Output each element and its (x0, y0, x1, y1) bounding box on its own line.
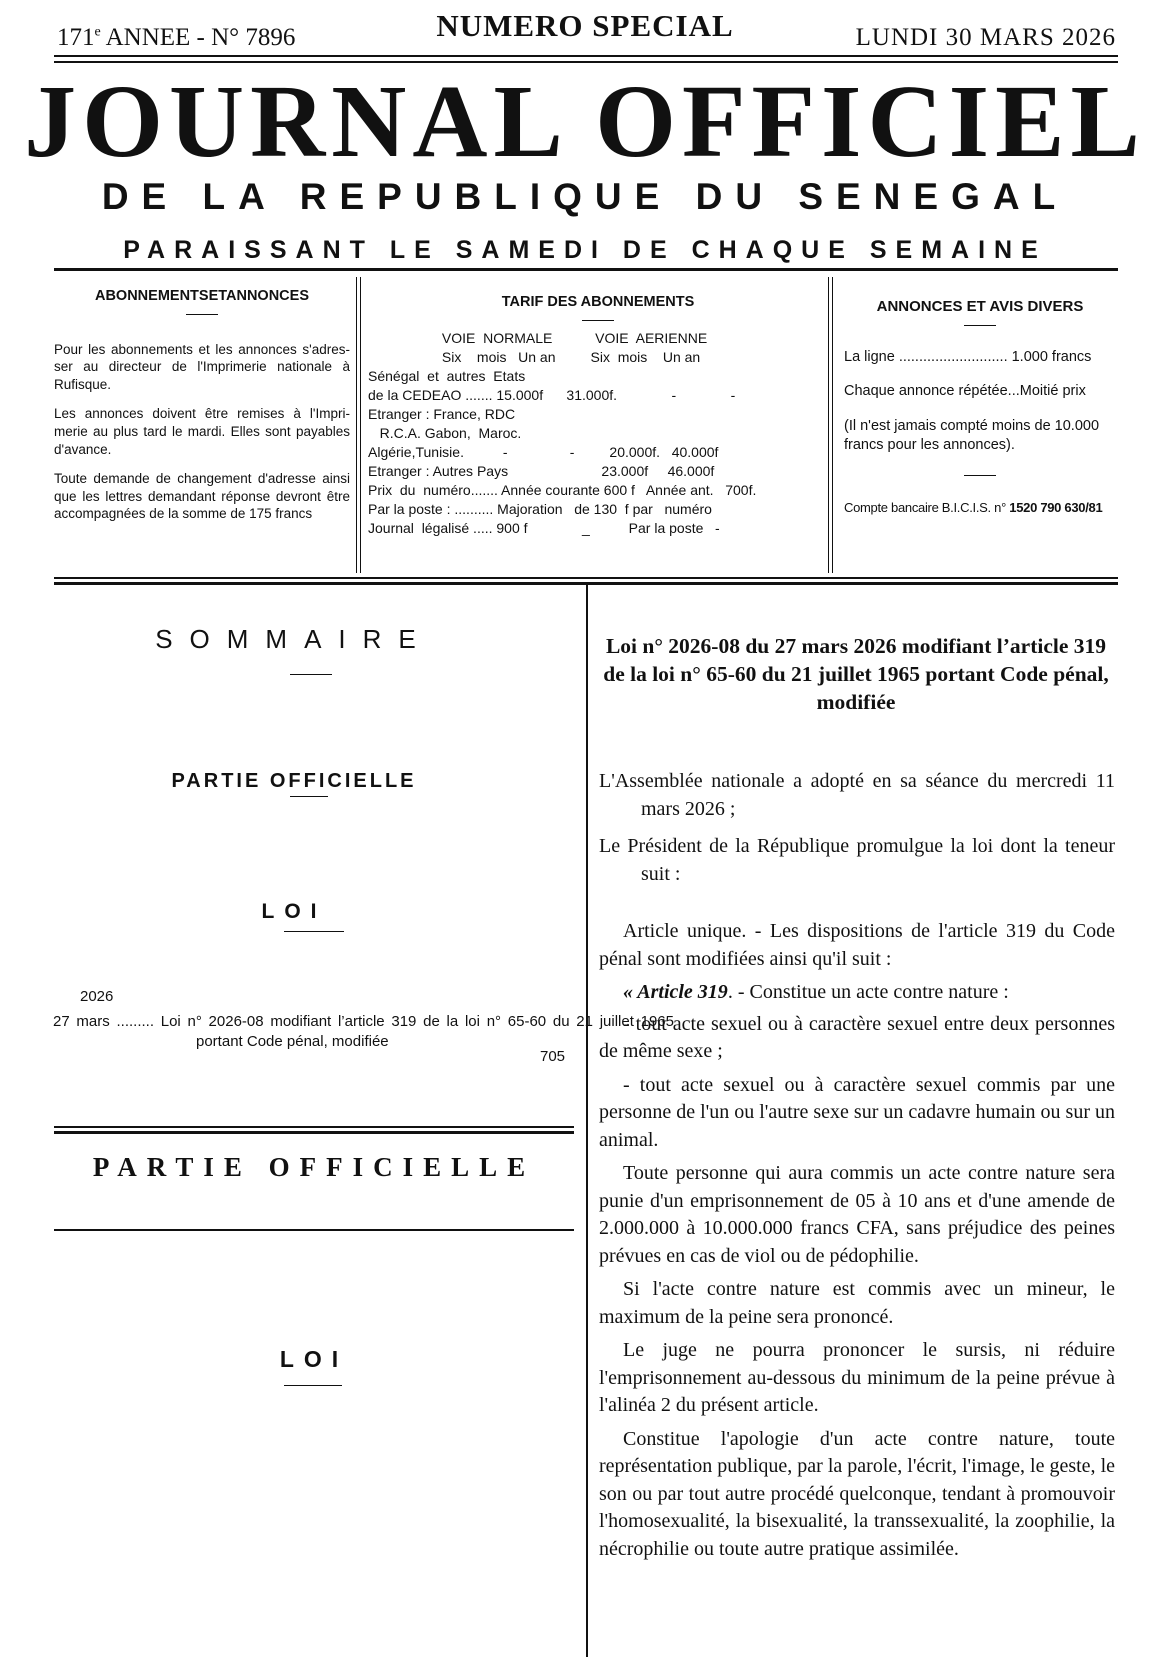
annonces-heading: ANNONCES ET AVIS DIVERS (876, 298, 1084, 315)
annonces-box (844, 277, 1116, 571)
journal-title: JOURNAL OFFICIEL (24, 64, 1146, 179)
category-underline (284, 931, 344, 932)
sommaire-rule (54, 1126, 574, 1128)
law-promulgation: Le Président de la République promulgue la loi dont la teneur suit : (599, 835, 1115, 885)
article-bullet: - tout acte sexuel ou à caractère sexuel commis par une personne de l'un ou l'autre sexe sur un cadavre humain ou sur un animal. (599, 1073, 1115, 1151)
tarif-line: Etranger : France, RDC (368, 405, 516, 422)
line-rate: La ligne ........................... 1.000 francs (844, 348, 1092, 365)
box-divider (360, 277, 361, 573)
header-rule-thin (54, 55, 1118, 57)
box-divider (356, 277, 357, 573)
partie-rule (54, 1229, 574, 1231)
loi-underline (284, 1385, 342, 1386)
subscriptions-paragraph: Pour les abonnements et les annonces s'adres-ser au directeur de l'Imprimerie nationale à Rufisque. (54, 341, 350, 392)
tarif-line: Algérie,Tunisie. - - 20.000f. 40.000f (368, 443, 719, 460)
toc-entry[interactable] (53, 1012, 674, 1053)
law-paragraph: Toute personne qui aura commis un acte contre nature sera punie d'un emprisonnement de 05 à 10 ans et d'une amende de 2.000.000 à 10.000.000 francs CFA, sans préjudice des peines prévues en cas de viol ou de pédophilie. (599, 1162, 1115, 1267)
tarif-box (368, 277, 828, 571)
article-319-intro: « Article 319. - Constitue un acte contre nature : (623, 981, 1009, 1003)
sommaire-section: PARTIE OFFICIELLE (171, 770, 417, 792)
column-divider (586, 584, 588, 1657)
sommaire-rule-2 (54, 1131, 574, 1134)
tarif-line: Prix du numéro....... Année courante 600 f Année ant. 700f. (368, 481, 757, 498)
toc-year: 2026 (80, 988, 114, 1005)
journal-subtitle: DE LA REPUBLIQUE DU SENEGAL (101, 176, 1069, 217)
toc-entry-text: 27 mars ......... Loi n° 2026-08 modifiant l’article 319 de la loi n° 65-60 du 21 juillet 1965 portant Code pénal, modifiée (53, 1013, 674, 1051)
law-paragraph: Constitue l'apologie d'un acte contre nature, toute représentation publique, par la parole, l'écrit, l'image, le geste, le son ou par tout autre procédé quelconque, tendant à promouvoir l'homosexualité, la bisexualité, la transsexualité, la zoophilie, la nécrophilie ou toute autre pratique assimilée. (599, 1427, 1115, 1560)
tarif-line: VOIE NORMALE VOIE AERIENNE (368, 329, 708, 346)
article-bullet: - tout acte sexuel ou à caractère sexuel entre deux personnes de même sexe ; (599, 1012, 1115, 1062)
law-title: Loi n° 2026-08 du 27 mars 2026 modifiant l’article 319 de la loi n° 65-60 du 21 juillet 1965 portant Code pénal, modifiée (603, 634, 1109, 714)
publication-schedule: PARAISSANT LE SAMEDI DE CHAQUE SEMAINE (123, 236, 1047, 264)
tarif-line: Sénégal et autres Etats (368, 367, 526, 384)
box-divider (832, 277, 833, 573)
issue-date: LUNDI 30 MARS 2026 (855, 24, 1116, 51)
minimum-note: (Il n'est jamais compté moins de 10.000 francs pour les annonces). (844, 418, 1100, 454)
box-divider (828, 277, 829, 573)
masthead-rule (54, 268, 1118, 271)
subscriptions-paragraph: Les annonces doivent être remises à l'Impri-merie au plus tard le mardi. Elles sont payables d'avance. (54, 406, 350, 457)
tarif-line: Par la poste : .......... Majoration de 130 f par numéro (368, 500, 712, 517)
tarif-line: Etranger : Autres Pays 23.000f 46.000f (368, 462, 715, 479)
sommaire-dash (290, 674, 332, 675)
law-paragraph: Si l'acte contre nature est commis avec un mineur, le maximum de la peine sera prononcé. (599, 1278, 1115, 1328)
annonces-dash (964, 475, 996, 476)
tarif-heading: TARIF DES ABONNEMENTS (501, 294, 695, 310)
repeat-rate: Chaque annonce répétée...Moitié prix (844, 383, 1086, 400)
law-paragraph: Le juge ne pourra prononcer le sursis, ni réduire l'emprisonnement au-dessous du minimum de la peine prévue à l'alinéa 2 du présent article. (599, 1339, 1115, 1416)
loi-heading: LOI (279, 1346, 349, 1372)
tarif-line: Journal légalisé ..... 900 f _ Par la poste - (368, 519, 720, 536)
subscriptions-box (54, 277, 350, 571)
tarif-line: R.C.A. Gabon, Maroc. (368, 424, 522, 441)
header-rule-thin-2 (54, 61, 1118, 63)
partie-officielle-heading: PARTIE OFFICIELLE (92, 1152, 536, 1182)
bank-account: Compte bancaire B.I.C.I.S. n° 1520 790 630/81 (844, 499, 1103, 515)
sommaire-category: LOI (261, 900, 327, 923)
boxes-rule-bottom (54, 577, 1118, 579)
tarif-line: de la CEDEAO ....... 15.000f 31.000f. - - (368, 386, 736, 403)
toc-page-number: 705 (540, 1048, 566, 1065)
subscriptions-heading: ABONNEMENTSETANNONCES (94, 288, 310, 304)
subscriptions-paragraph: Toute demande de changement d'adresse ainsi que les lettres demandant réponse devront être accompagnées de la somme de 175 francs (54, 471, 350, 522)
section-underline (290, 796, 328, 797)
sommaire-title: SOMMAIRE (155, 624, 433, 654)
article-unique: Article unique. - Les dispositions de l'article 319 du Code pénal sont modifiées ainsi qu'il suit : (599, 920, 1115, 970)
law-adoption: L'Assemblée nationale a adopté en sa séance du mercredi 11 mars 2026 ; (599, 770, 1115, 820)
tarif-line: Six mois Un an Six mois Un an (368, 348, 701, 365)
law-body (599, 768, 1115, 1569)
issue-number: 171e ANNEE - N° 7896 (57, 24, 296, 51)
edition-label: NUMERO SPECIAL (436, 8, 734, 43)
bank-number: 1520 790 630/81 (1009, 499, 1103, 515)
article-319-label: « Article 319 (623, 981, 728, 1003)
